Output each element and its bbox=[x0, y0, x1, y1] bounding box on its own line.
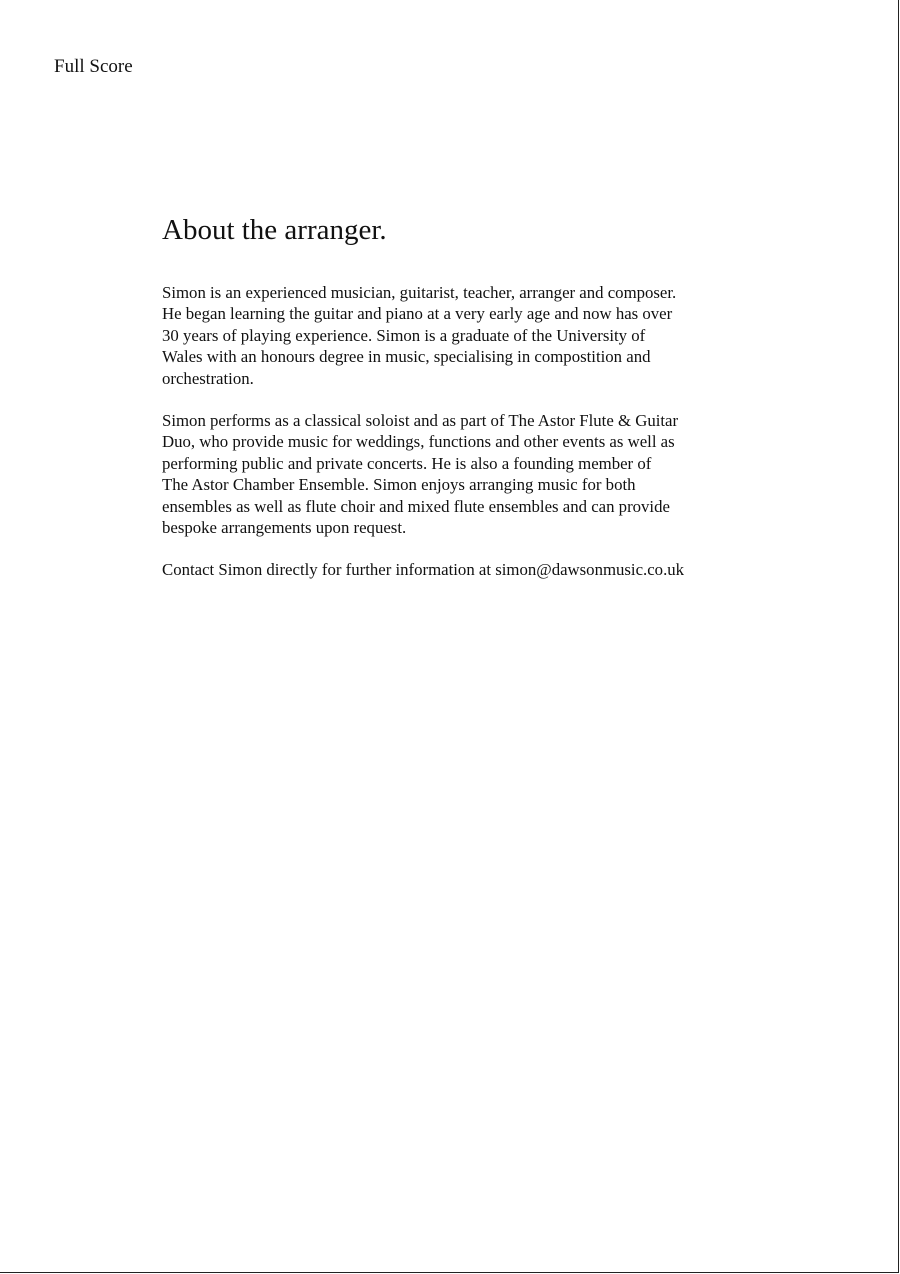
performance-and-arranging-paragraph bbox=[162, 410, 762, 538]
paragraph-line: orchestration. bbox=[162, 368, 254, 388]
arranger-background-paragraph bbox=[162, 282, 762, 389]
score-type-label: Full Score bbox=[54, 56, 133, 77]
contact-line: Contact Simon directly for further information at simon@dawsonmusic.co.uk bbox=[162, 560, 685, 580]
paragraph-line: He began learning the guitar and piano at a very early age and now has over bbox=[162, 304, 673, 324]
paragraph-line: performing public and private concerts. He is also a founding member of bbox=[162, 453, 652, 473]
paragraph-line: Duo, who provide music for weddings, functions and other events as well as bbox=[162, 432, 675, 452]
about-arranger-section bbox=[162, 212, 762, 602]
contact-paragraph bbox=[162, 559, 762, 580]
paragraph-line: Simon performs as a classical soloist and as part of The Astor Flute & Guitar bbox=[162, 411, 679, 431]
page-title: About the arranger. bbox=[162, 214, 387, 246]
paragraph-line: ensembles as well as flute choir and mixed flute ensembles and can provide bbox=[162, 496, 670, 516]
paragraph-line: Simon is an experienced musician, guitarist, teacher, arranger and composer. bbox=[162, 283, 677, 302]
paragraph-line: 30 years of playing experience. Simon is a graduate of the University of bbox=[162, 325, 646, 345]
paragraph-line: Wales with an honours degree in music, specialising in compostition and bbox=[162, 347, 651, 367]
paragraph-line: bespoke arrangements upon request. bbox=[162, 518, 407, 538]
paragraph-line: The Astor Chamber Ensemble. Simon enjoys arranging music for both bbox=[162, 475, 636, 495]
